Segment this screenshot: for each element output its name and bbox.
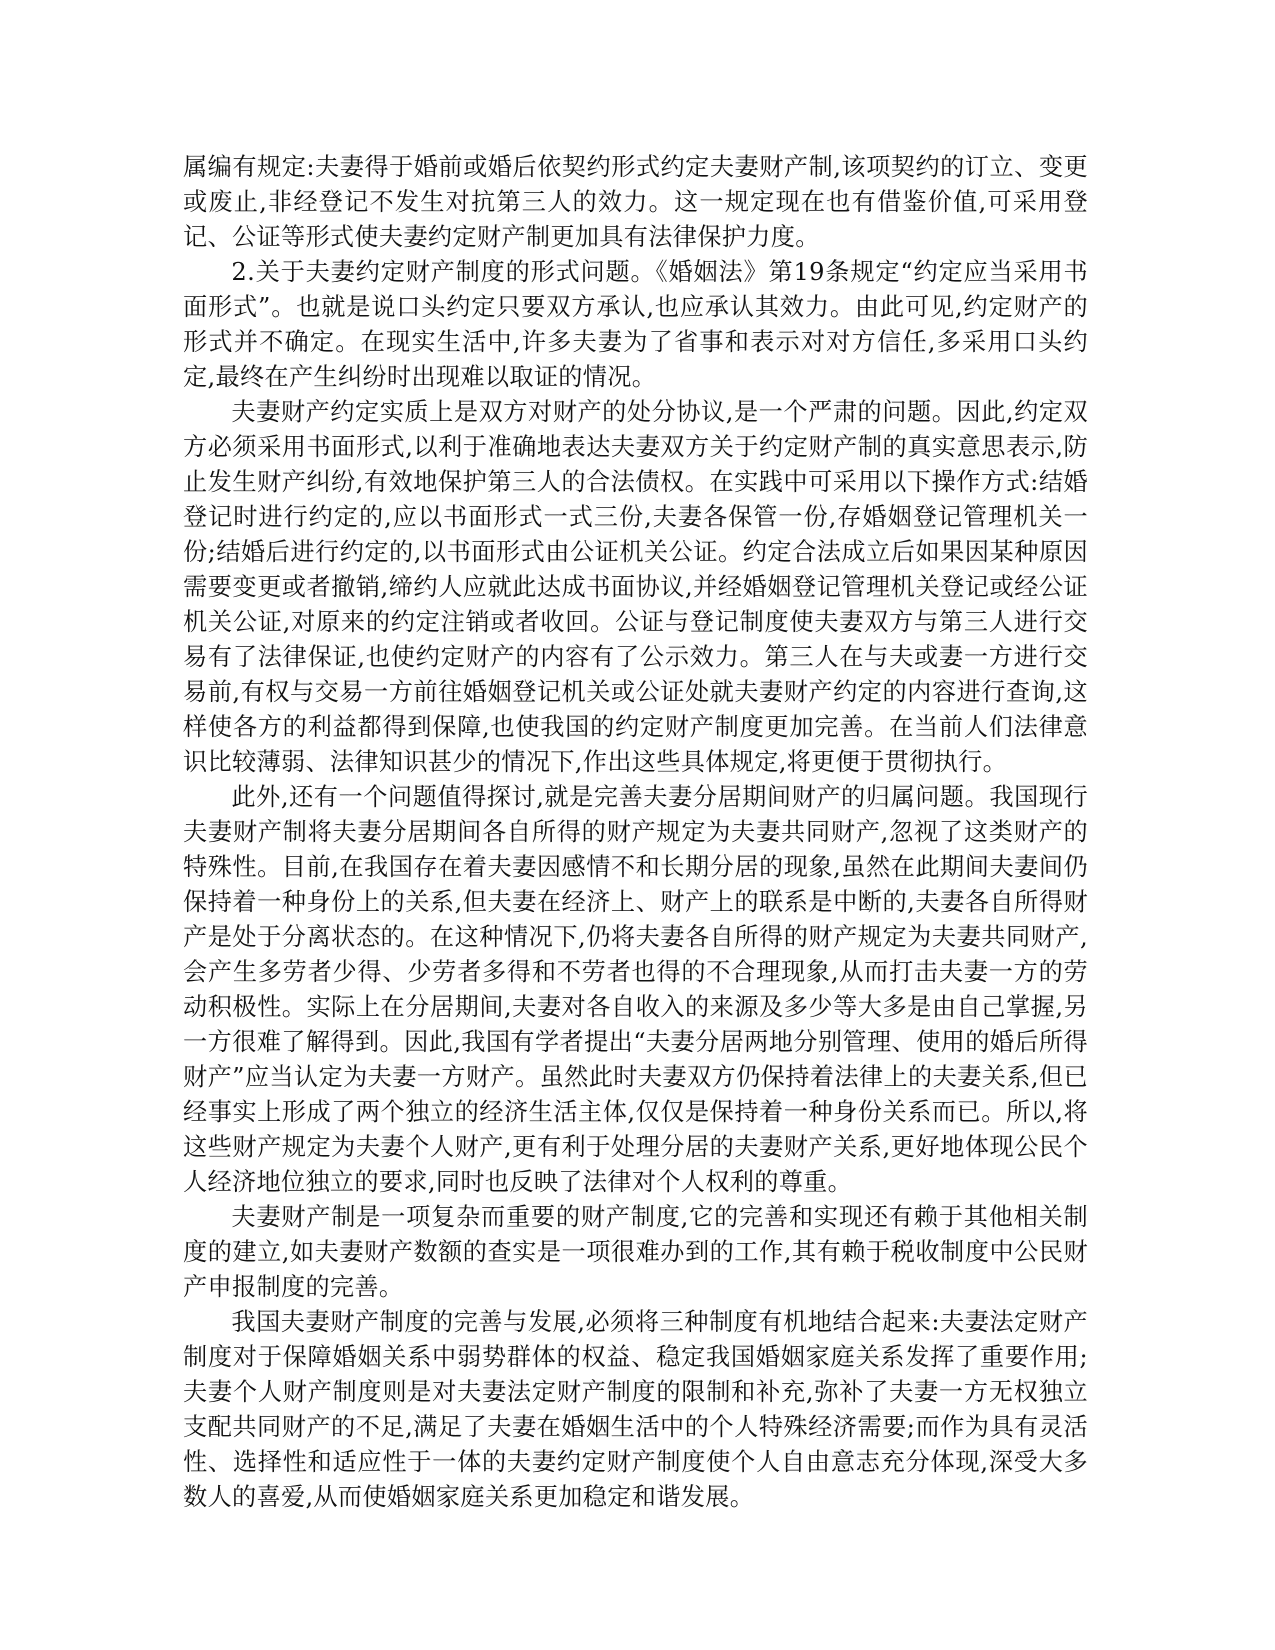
paragraph-continuation: 属编有规定:夫妻得于婚前或婚后依契约形式约定夫妻财产制,该项契约的订立、变更或废止,非经登记不发生对抗第三人的效力。这一规定现在也有借鉴价值,可采用登记、公证等形式使夫妻约定财产制更加具有法律保护力度。 [183,153,1088,251]
paragraph-written-agreement: 夫妻财产约定实质上是双方对财产的处分协议,是一个严肃的问题。因此,约定双方必须采用书面形式,以利于准确地表达夫妻双方关于约定财产制的真实意思表示,防止发生财产纠纷,有效地保护第三人的合法债权。在实践中可采用以下操作方式:结婚登记时进行约定的,应以书面形式一式三份,夫妻各保管一份,存婚姻登记管理机关一份;结婚后进行约定的,以书面形式由公证机关公证。约定合法成立后如果因某种原因需要变更或者撤销,缔约人应就此达成书面协议,并经婚姻登记管理机关登记或经公证机关公证,对原来的约定注销或者收回。公证与登记制度使夫妻双方与第三人进行交易有了法律保证,也使约定财产的内容有了公示效力。第三人在与夫或妻一方进行交易前,有权与交易一方前往婚姻登记机关或公证处就夫妻财产约定的内容进行查询,这样使各方的利益都得到保障,也使我国的约定财产制度更加完善。在当前人们法律意识比较薄弱、法律知识甚少的情况下,作出这些具体规定,将更便于贯彻执行。 [183,398,1088,776]
paragraph-separation-property: 此外,还有一个问题值得探讨,就是完善夫妻分居期间财产的归属问题。我国现行夫妻财产制将夫妻分居期间各自所得的财产规定为夫妻共同财产,忽视了这类财产的特殊性。目前,在我国存在着夫妻因感情不和长期分居的现象,虽然在此期间夫妻间仍保持着一种身份上的关系,但夫妻在经济上、财产上的联系是中断的,夫妻各自所得财产是处于分离状态的。在这种情况下,仍将夫妻各自所得的财产规定为夫妻共同财产,会产生多劳者少得、少劳者多得和不劳者也得的不合理现象,从而打击夫妻一方的劳动积极性。实际上在分居期间,夫妻对各自收入的来源及多少等大多是由自己掌握,另一方很难了解得到。因此,我国有学者提出“夫妻分居两地分别管理、使用的婚后所得财产”应当认定为夫妻一方财产。虽然此时夫妻双方仍保持着法律上的夫妻关系,但已经事实上形成了两个独立的经济生活主体,仅仅是保持着一种身份关系而已。所以,将这些财产规定为夫妻个人财产,更有利于处理分居的夫妻财产关系,更好地体现公民个人经济地位独立的要求,同时也反映了法律对个人权利的尊重。 [183,783,1088,1196]
paragraph-related-systems: 夫妻财产制是一项复杂而重要的财产制度,它的完善和实现还有赖于其他相关制度的建立,如夫妻财产数额的查实是一项很难办到的工作,其有赖于税收制度中公民财产申报制度的完善。 [183,1203,1088,1301]
paragraph-conclusion: 我国夫妻财产制度的完善与发展,必须将三种制度有机地结合起来:夫妻法定财产制度对于保障婚姻关系中弱势群体的权益、稳定我国婚姻家庭关系发挥了重要作用;夫妻个人财产制度则是对夫妻法定财产制度的限制和补充,弥补了夫妻一方无权独立支配共同财产的不足,满足了夫妻在婚姻生活中的个人特殊经济需要;而作为具有灵活性、选择性和适应性于一体的夫妻约定财产制度使个人自由意志充分体现,深受大多数人的喜爱,从而使婚姻家庭关系更加稳定和谐发展。 [183,1308,1088,1511]
paragraph-form-issue: 2.关于夫妻约定财产制度的形式问题。《婚姻法》第19条规定“约定应当采用书面形式”。也就是说口头约定只要双方承认,也应承认其效力。由此可见,约定财产的形式并不确定。在现实生活中,许多夫妻为了省事和表示对对方信任,多采用口头约定,最终在产生纠纷时出现难以取证的情况。 [183,258,1088,391]
document-page [183,150,1088,1515]
